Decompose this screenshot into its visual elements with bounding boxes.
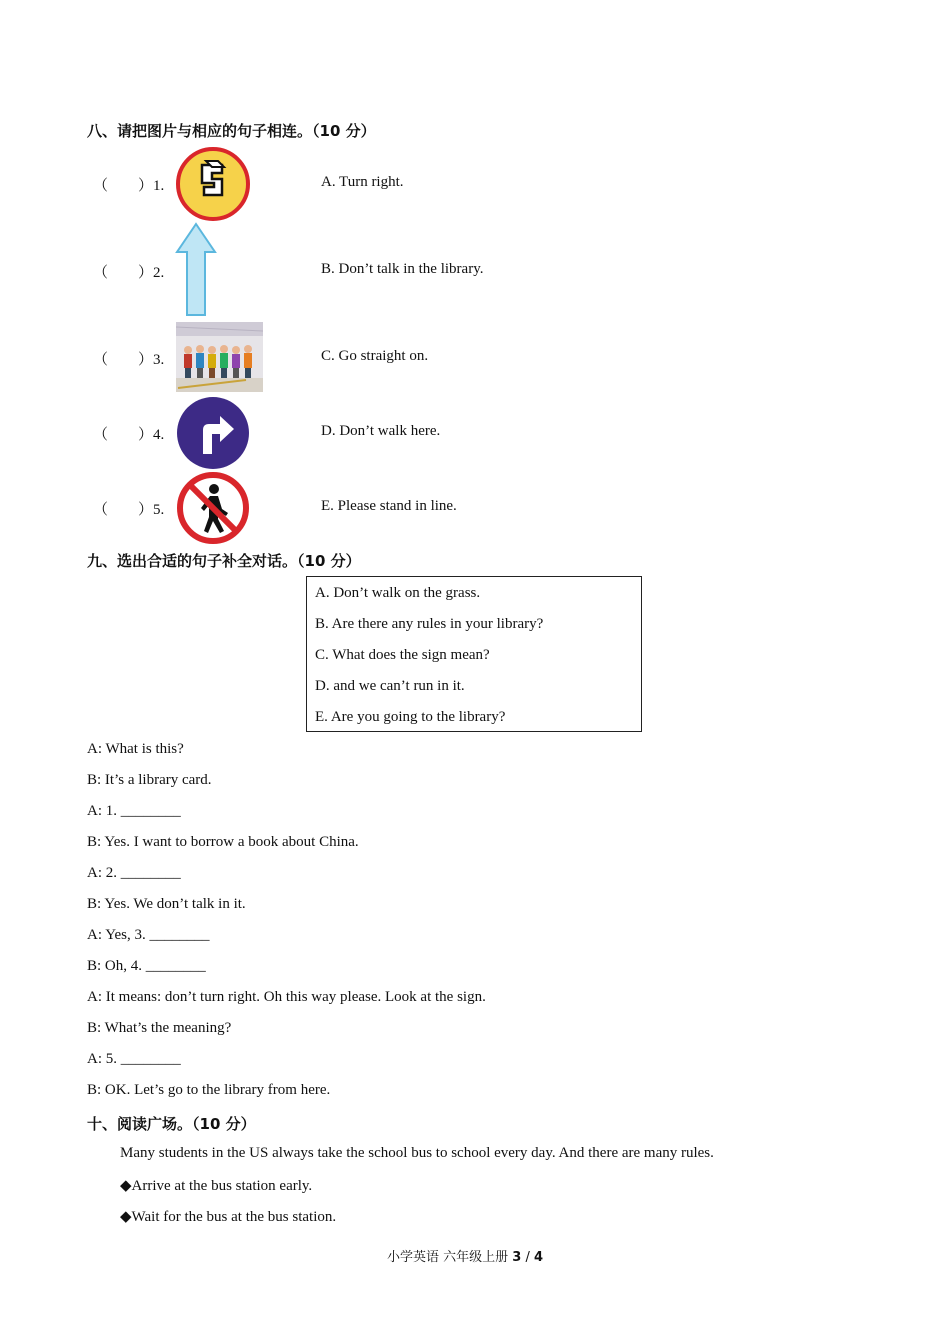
- dialogue-blank-1: A: 1. ________: [87, 803, 181, 819]
- dialogue-line: B: OK. Let’s go to the library from here.: [87, 1082, 331, 1098]
- match-option-b: B. Don’t talk in the library.: [321, 261, 484, 277]
- match-option-d: D. Don’t walk here.: [321, 423, 441, 439]
- dialogue-line: B: What’s the meaning?: [87, 1020, 232, 1036]
- footer-separator: /: [521, 1250, 534, 1265]
- dialogue-line: B: Yes. I want to borrow a book about China.: [87, 834, 359, 850]
- reading-intro: Many students in the US always take the school bus to school every day. And there are many rules.: [120, 1145, 714, 1161]
- turn-right-sign-icon: [176, 396, 250, 475]
- reading-rule: ◆Arrive at the bus station early.: [120, 1178, 313, 1194]
- up-arrow-icon: [175, 222, 217, 323]
- match-row-3-number: （ ）3.: [93, 352, 165, 368]
- page-footer: [387, 1246, 543, 1265]
- no-turn-sign-icon: [176, 147, 250, 226]
- box-option-d: D. and we can’t run in it.: [315, 678, 465, 694]
- match-row-2-number: （ ）2.: [93, 265, 165, 281]
- box-option-c: C. What does the sign mean?: [315, 647, 490, 663]
- section9-title: 九、选出合适的句子补全对话。（10 分）: [87, 552, 361, 570]
- match-row-1-number: （ ）1.: [93, 178, 165, 194]
- match-option-a: A. Turn right.: [321, 174, 404, 190]
- dialogue-line: A: What is this?: [87, 741, 184, 757]
- dialogue-blank-4: B: Oh, 4. ________: [87, 958, 206, 974]
- match-row-5-number: （ ）5.: [93, 502, 165, 518]
- options-box: [306, 576, 642, 732]
- footer-page-number: 3: [512, 1250, 522, 1265]
- box-option-e: E. Are you going to the library?: [315, 709, 506, 725]
- dialogue-blank-3: A: Yes, 3. ________: [87, 927, 210, 943]
- dialogue-line: B: Yes. We don’t talk in it.: [87, 896, 246, 912]
- no-walking-sign-icon: [176, 471, 250, 550]
- section8-title: 八、请把图片与相应的句子相连。（10 分）: [87, 122, 376, 140]
- section10-title: 十、阅读广场。（10 分）: [87, 1115, 256, 1133]
- footer-subject: 小学英语 六年级上册: [387, 1250, 509, 1265]
- footer-page-total: 4: [533, 1250, 544, 1265]
- box-option-a: A. Don’t walk on the grass.: [315, 585, 481, 601]
- match-option-e: E. Please stand in line.: [321, 498, 457, 514]
- match-row-4-number: （ ）4.: [93, 427, 165, 443]
- dialogue-line: B: It’s a library card.: [87, 772, 212, 788]
- dialogue-blank-5: A: 5. ________: [87, 1051, 181, 1067]
- reading-rule: ◆Wait for the bus at the bus station.: [120, 1209, 337, 1225]
- dialogue-blank-2: A: 2. ________: [87, 865, 181, 881]
- box-option-b: B. Are there any rules in your library?: [315, 616, 544, 632]
- dialogue-line: A: It means: don’t turn right. Oh this way please. Look at the sign.: [87, 989, 486, 1005]
- queue-people-picture: [176, 322, 263, 397]
- match-option-c: C. Go straight on.: [321, 348, 429, 364]
